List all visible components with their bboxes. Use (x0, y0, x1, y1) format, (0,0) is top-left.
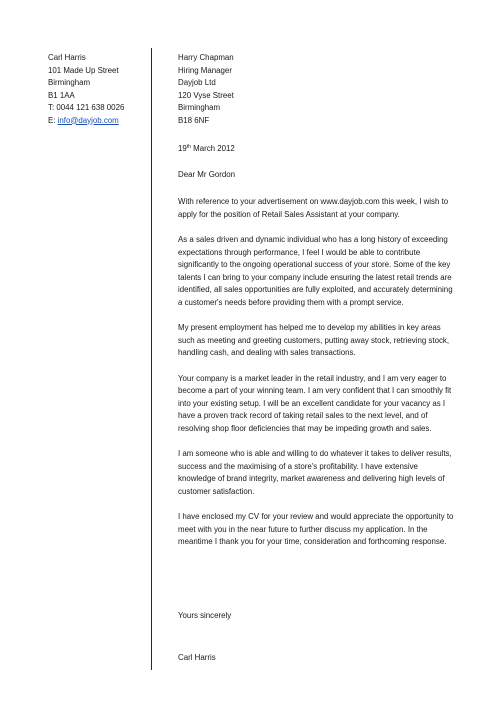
recipient-city: Birmingham (178, 103, 221, 112)
date-suffix: th (186, 144, 191, 150)
sender-address: 101 Made Up Street (48, 65, 119, 75)
letter-date (178, 143, 235, 156)
sender-block (48, 52, 143, 127)
sender-email-line (48, 115, 143, 128)
body-paragraph: My present employment has helped me to develop my abilities in key areas such as meeting and greeting customers, putting away stock, retrieving stock, handling cash, and dealing with sales transactions. (178, 323, 450, 357)
sender-city: Birmingham (48, 78, 91, 87)
date-month-year: March 2012 (190, 144, 235, 153)
body-paragraph: As a sales driven and dynamic individual who has a long history of exceeding expectations through performance, I feel I would be able to contribute significantly to the ongoing operational success of your store. Some of the key talents I can bring to your company include ensuring the latest retail trends are identified, all sales opportunities are fully exploited, and accurately determining a customer's needs before providing them with a prompt service. (178, 235, 453, 307)
recipient-title: Hiring Manager (178, 65, 232, 75)
body-paragraph: With reference to your advertisement on www.dayjob.com this week, I wish to apply for the position of Retail Sales Assistant at your company. (178, 197, 449, 219)
signature-name: Carl Harris (178, 653, 216, 662)
recipient-name: Harry Chapman (178, 53, 234, 62)
recipient-street: 120 Vyse Street (178, 90, 234, 100)
sender-email-link[interactable]: info@dayjob.com (57, 115, 119, 125)
vertical-divider (151, 48, 152, 670)
recipient-postcode: B18 6NF (178, 115, 210, 125)
body-paragraph: I have enclosed my CV for your review and would appreciate the opportunity to meet with you in the near future to further discuss my application. In the meantime I thank you for your time, consideration and forthcoming response. (178, 512, 454, 546)
letter-body (178, 196, 454, 562)
sender-email-prefix: E: (48, 115, 58, 125)
sender-phone: T: 0044 121 638 0026 (48, 103, 125, 112)
body-paragraph: Your company is a market leader in the retail industry, and I am very eager to become a part of your winning team. I am very confident that I can smoothly fit into your existing setup. I will be an excellent candidate for your vacancy as I have a proven track record of taking retail sales to the next level, and of resolving shop floor deficiencies that may be impeding growth and sales. (178, 373, 452, 433)
date-day: 19 (178, 144, 187, 153)
body-paragraph: I am someone who is able and willing to do whatever it takes to deliver results, success and the maximising of a store's profitability. I have extensive knowledge of brand integrity, market awareness and delivering high levels of customer satisfaction. (178, 449, 452, 496)
salutation: Dear Mr Gordon (178, 170, 236, 179)
sender-postcode: B1 1AA (48, 90, 75, 100)
closing: Yours sincerely (178, 611, 232, 620)
recipient-block (178, 52, 328, 127)
recipient-company: Dayjob Ltd (178, 78, 216, 87)
sender-name: Carl Harris (48, 53, 86, 62)
